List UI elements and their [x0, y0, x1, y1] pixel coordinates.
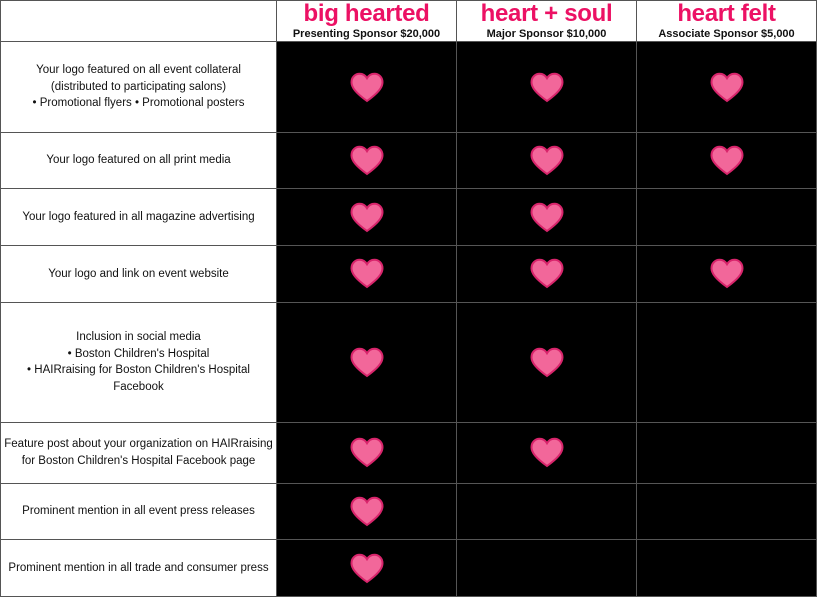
- benefit-cell-heart_soul: [457, 483, 637, 540]
- heart-icon: [277, 133, 456, 189]
- empty-cell: [637, 303, 816, 422]
- feature-cell: [1, 302, 277, 422]
- header-tier-heart-soul: [457, 1, 637, 42]
- benefit-cell-big_hearted: [277, 42, 457, 132]
- tier-name: heart + soul: [480, 0, 613, 27]
- header-tier-heart-felt: [637, 1, 817, 42]
- feature-line: Your logo featured on all print media: [46, 154, 231, 167]
- heart-icon: [277, 484, 456, 540]
- empty-cell: [637, 484, 816, 540]
- feature-line: Your logo featured on all event collateral: [36, 64, 241, 77]
- feature-line: Your logo featured in all magazine advertising: [22, 210, 255, 223]
- benefit-cell-big_hearted: [277, 302, 457, 422]
- tier-name: heart felt: [677, 0, 776, 27]
- table-row: [1, 132, 817, 189]
- heart-icon: [457, 423, 636, 483]
- feature-cell: [1, 132, 277, 189]
- heart-icon: [277, 189, 456, 245]
- benefit-cell-big_hearted: [277, 422, 457, 483]
- heart-icon: [637, 42, 816, 131]
- benefit-cell-big_hearted: [277, 540, 457, 597]
- feature-cell: [1, 42, 277, 132]
- table-row: [1, 189, 817, 246]
- heart-icon: [277, 423, 456, 483]
- header-tier-big-hearted: [277, 1, 457, 42]
- feature-cell: [1, 483, 277, 540]
- heart-icon: [457, 133, 636, 189]
- benefit-cell-heart_felt: [637, 189, 817, 246]
- table-row: [1, 540, 817, 597]
- feature-line: Inclusion in social media: [76, 330, 201, 343]
- feature-line: • HAIRraising for Boston Children's Hospital Facebook: [27, 364, 250, 393]
- heart-icon: [457, 303, 636, 422]
- benefit-cell-heart_felt: [637, 483, 817, 540]
- tier-subtitle: Associate Sponsor $5,000: [658, 28, 795, 41]
- feature-cell: [1, 189, 277, 246]
- heart-icon: [277, 246, 456, 302]
- heart-icon: [457, 189, 636, 245]
- feature-line: Prominent mention in all trade and consumer press: [8, 561, 269, 574]
- table-header: [1, 1, 817, 42]
- benefit-cell-heart_felt: [637, 540, 817, 597]
- benefit-cell-heart_felt: [637, 246, 817, 303]
- feature-line: • Promotional flyers • Promotional posters: [32, 97, 245, 110]
- feature-line: Prominent mention in all event press releases: [22, 505, 255, 518]
- heart-icon: [277, 42, 456, 131]
- feature-line: (distributed to participating salons): [50, 80, 227, 93]
- table-body: [1, 42, 817, 597]
- benefit-cell-heart_soul: [457, 132, 637, 189]
- benefit-cell-heart_soul: [457, 422, 637, 483]
- header-blank-cell: [1, 1, 277, 42]
- table-row: [1, 246, 817, 303]
- benefit-cell-big_hearted: [277, 189, 457, 246]
- benefit-cell-heart_felt: [637, 422, 817, 483]
- tier-subtitle: Presenting Sponsor $20,000: [292, 28, 441, 41]
- tier-name: big hearted: [303, 0, 430, 27]
- table-row: [1, 422, 817, 483]
- empty-cell: [637, 189, 816, 245]
- benefit-cell-heart_felt: [637, 42, 817, 132]
- heart-icon: [457, 246, 636, 302]
- benefit-cell-heart_felt: [637, 302, 817, 422]
- heart-icon: [637, 246, 816, 302]
- benefit-cell-heart_soul: [457, 540, 637, 597]
- feature-line: • Boston Children's Hospital: [67, 347, 210, 360]
- feature-line: Feature post about your organization on HAIRraising: [4, 437, 273, 450]
- benefit-cell-heart_felt: [637, 132, 817, 189]
- benefit-cell-heart_soul: [457, 302, 637, 422]
- heart-icon: [457, 42, 636, 131]
- feature-cell: [1, 422, 277, 483]
- benefit-cell-big_hearted: [277, 483, 457, 540]
- feature-cell: [1, 246, 277, 303]
- benefit-cell-big_hearted: [277, 132, 457, 189]
- empty-cell: [457, 540, 636, 596]
- benefit-cell-big_hearted: [277, 246, 457, 303]
- feature-line: for Boston Children's Hospital Facebook page: [21, 454, 256, 467]
- benefit-cell-heart_soul: [457, 189, 637, 246]
- table-row: [1, 42, 817, 132]
- feature-cell: [1, 540, 277, 597]
- heart-icon: [277, 540, 456, 596]
- heart-icon: [277, 303, 456, 422]
- tier-subtitle: Major Sponsor $10,000: [486, 28, 607, 41]
- empty-cell: [637, 423, 816, 483]
- header-row: [1, 1, 817, 42]
- benefit-cell-heart_soul: [457, 246, 637, 303]
- empty-cell: [637, 540, 816, 596]
- heart-icon: [637, 133, 816, 189]
- empty-cell: [457, 484, 636, 540]
- table-row: [1, 483, 817, 540]
- benefit-cell-heart_soul: [457, 42, 637, 132]
- feature-line: Your logo and link on event website: [48, 267, 229, 280]
- table-row: [1, 302, 817, 422]
